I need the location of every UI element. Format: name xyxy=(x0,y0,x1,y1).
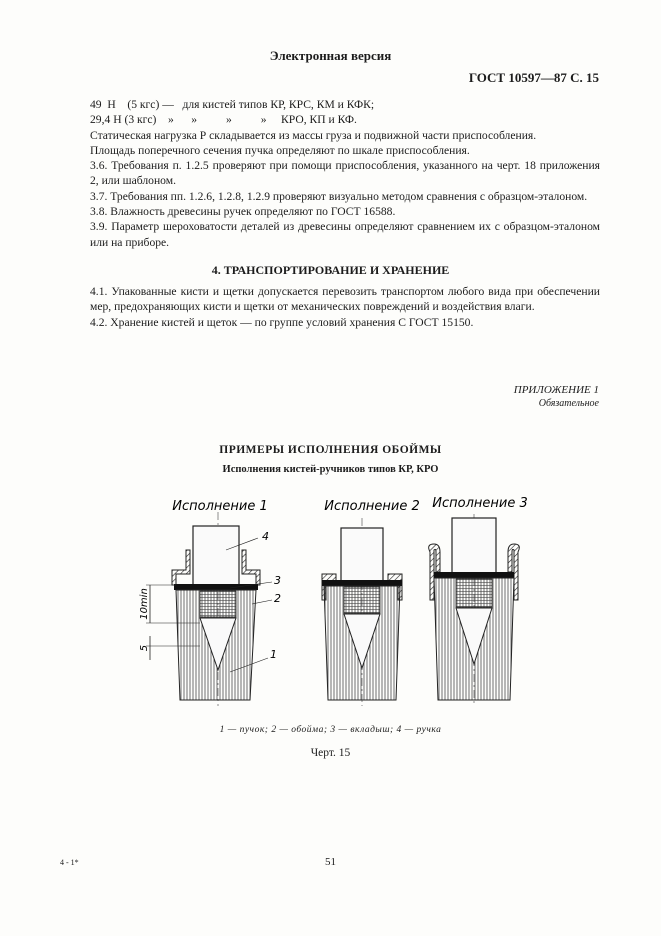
section-text xyxy=(90,284,600,330)
dimension-label: 10min xyxy=(139,588,150,620)
variant-2-drawing xyxy=(322,518,402,706)
body-line: 3.9. Параметр шероховатости деталей из древесины определяют сравнением их с образцом-эталоном или на приборе. xyxy=(90,220,600,249)
figure-legend: 1 — пучок; 2 — обойма; 3 — вкладыш; 4 — ручка xyxy=(219,725,442,735)
brush-ferrule-drawing xyxy=(0,488,661,720)
standard-page-header: ГОСТ 10597—87 С. 15 xyxy=(468,70,599,85)
variant-label: Исполнение 1 xyxy=(172,499,268,514)
body-text xyxy=(90,97,600,250)
body-line: 49 Н (5 кгс) — для кистей типов КР, КРС, КМ и КФК; xyxy=(90,98,375,111)
appendix-label xyxy=(514,383,599,411)
variant-label: Исполнение 2 xyxy=(324,499,420,514)
body-line: 29,4 Н (3 кгс) » » » » КРО, КП и КФ. xyxy=(90,113,357,127)
figure-caption: Черт. 15 xyxy=(310,747,351,759)
variant-3-drawing xyxy=(429,514,520,706)
callout-number: 2 xyxy=(274,592,281,605)
paragraph: 4.1. Упакованные кисти и щетки допускается перевозить транспортом любого вида при обеспечении мер, предохраняющих кисти и щетки от механических повреждений и воздействия влаги. xyxy=(90,285,600,314)
paragraph: 4.2. Хранение кистей и щеток — по группе условий хранения С ГОСТ 15150. xyxy=(90,315,474,329)
appendix-number: ПРИЛОЖЕНИЕ 1 xyxy=(513,384,599,396)
page-number: 51 xyxy=(325,856,336,868)
body-line: Статическая нагрузка Р складывается из массы груза и подвижной части приспособления. xyxy=(90,128,537,142)
variant-label: Исполнение 3 xyxy=(432,496,528,511)
callout-number: 3 xyxy=(274,574,281,587)
appendix-subtitle: Исполнения кистей-ручников типов КР, КРО xyxy=(222,464,439,475)
version-label: Электронная версия xyxy=(269,48,392,63)
dimension-label: 5 xyxy=(139,644,150,652)
body-line: 3.6. Требования п. 1.2.5 проверяют при помощи приспособления, указанного на черт. 18 приложения 2, или шаблоном. xyxy=(90,159,600,188)
section-title: 4. ТРАНСПОРТИРОВАНИЕ И ХРАНЕНИЕ xyxy=(211,263,450,277)
body-line: 3.8. Влажность древесины ручек определяют по ГОСТ 16588. xyxy=(90,205,396,219)
variant-1-drawing xyxy=(139,512,281,706)
callout-number: 1 xyxy=(270,648,277,661)
body-line: 3.7. Требования пп. 1.2.6, 1.2.8, 1.2.9 проверяют визуально методом сравнения с образцом-эталоном. xyxy=(90,189,588,203)
callout-number: 4 xyxy=(262,530,269,543)
print-signature: 4 - 1* xyxy=(60,858,79,867)
body-line: Площадь поперечного сечения пучка определяют по шкале приспособления. xyxy=(90,143,470,157)
appendix-status: Обязательное xyxy=(538,398,599,409)
appendix-title: ПРИМЕРЫ ИСПОЛНЕНИЯ ОБОЙМЫ xyxy=(219,444,442,456)
